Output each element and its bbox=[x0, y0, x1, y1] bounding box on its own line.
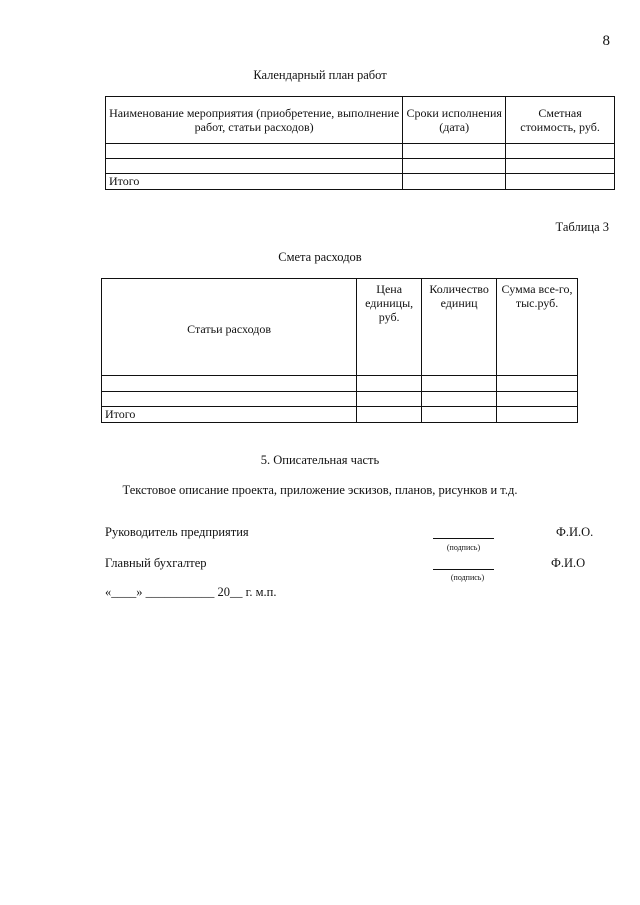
director-signature-caption: (подпись) bbox=[446, 543, 481, 552]
table-row bbox=[102, 376, 578, 392]
table-row bbox=[106, 144, 615, 159]
total-row bbox=[106, 174, 615, 190]
header-estimated-cost: Сметная стоимость, руб. bbox=[506, 97, 615, 144]
date-stamp-line: «____» ___________ 20__ г. м.п. bbox=[105, 585, 277, 599]
descriptive-section-title: 5. Описательная часть bbox=[260, 453, 380, 467]
accountant-label: Главный бухгалтер bbox=[105, 556, 207, 570]
total-label: Итого bbox=[106, 174, 403, 190]
total-label: Итого bbox=[102, 407, 357, 423]
total-row bbox=[102, 407, 578, 423]
calendar-plan-table bbox=[105, 96, 615, 190]
page-number: 8 bbox=[602, 33, 610, 49]
header-dates: Сроки исполнения (дата) bbox=[403, 97, 506, 144]
header-quantity: Количество единиц bbox=[422, 279, 497, 376]
accountant-name: Ф.И.О bbox=[551, 556, 586, 570]
estimate-table bbox=[101, 278, 578, 423]
calendar-plan-title: Календарный план работ bbox=[253, 68, 387, 82]
director-signature-line bbox=[433, 538, 494, 539]
accountant-signature-caption: (подпись) bbox=[450, 573, 485, 582]
header-unit-price: Цена единицы, руб. bbox=[357, 279, 422, 376]
table-number-label: Таблица 3 bbox=[555, 220, 609, 234]
header-total-sum: Сумма все-го, тыс.руб. bbox=[497, 279, 578, 376]
table-row bbox=[102, 392, 578, 407]
descriptive-text: Текстовое описание проекта, приложение эскизов, планов, рисунков и т.д. bbox=[122, 483, 518, 497]
director-label: Руководитель предприятия bbox=[105, 525, 249, 539]
estimate-title: Смета расходов bbox=[278, 250, 362, 264]
header-expense-item: Статьи расходов bbox=[102, 279, 357, 376]
director-name: Ф.И.О. bbox=[556, 525, 594, 539]
accountant-signature-line bbox=[433, 569, 494, 570]
table-row bbox=[106, 159, 615, 174]
header-activity-name: Наименование мероприятия (приобретение, выполнение работ, статьи расходов) bbox=[106, 97, 403, 144]
